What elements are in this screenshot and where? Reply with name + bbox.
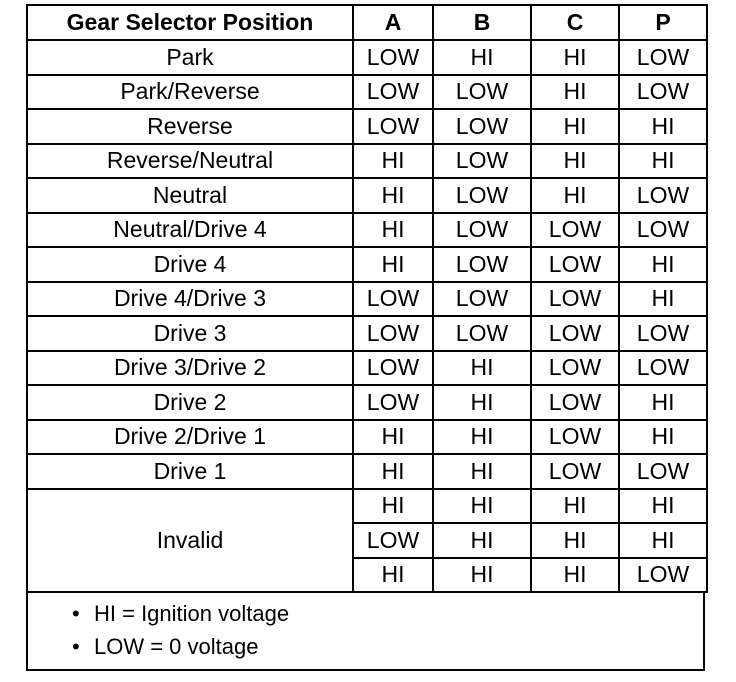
table-row — [27, 420, 707, 455]
table-row — [27, 109, 707, 144]
position-cell: Park/Reverse — [27, 75, 353, 110]
table-row — [27, 144, 707, 179]
value-cell-p: LOW — [619, 213, 707, 248]
position-cell: Neutral/Drive 4 — [27, 213, 353, 248]
note-hi — [28, 597, 703, 630]
value-cell-a: LOW — [353, 351, 433, 386]
value-cell-p: HI — [619, 385, 707, 420]
value-cell-c: HI — [531, 144, 619, 179]
header-p: P — [619, 5, 707, 40]
value-cell-c: HI — [531, 75, 619, 110]
gear-selector-document — [26, 4, 706, 671]
value-cell-p: HI — [619, 420, 707, 455]
value-cell-b: HI — [433, 351, 531, 386]
value-cell-a: LOW — [353, 40, 433, 75]
table-row — [27, 213, 707, 248]
value-cell-a: HI — [353, 558, 433, 593]
value-cell-p: HI — [619, 523, 707, 558]
table-row — [27, 351, 707, 386]
value-cell-c: LOW — [531, 454, 619, 489]
table-row — [27, 282, 707, 317]
position-cell: Neutral — [27, 178, 353, 213]
value-cell-b: HI — [433, 558, 531, 593]
value-cell-b: LOW — [433, 75, 531, 110]
value-cell-b: HI — [433, 420, 531, 455]
value-cell-b: LOW — [433, 213, 531, 248]
position-cell: Drive 4 — [27, 247, 353, 282]
value-cell-p: HI — [619, 144, 707, 179]
bullet: • — [72, 601, 80, 626]
value-cell-p: LOW — [619, 316, 707, 351]
value-cell-c: HI — [531, 523, 619, 558]
header-c: C — [531, 5, 619, 40]
table-row — [27, 247, 707, 282]
value-cell-p: HI — [619, 109, 707, 144]
table-body — [27, 40, 707, 592]
table-row — [27, 316, 707, 351]
value-cell-p: HI — [619, 282, 707, 317]
table-row — [27, 178, 707, 213]
position-cell: Drive 1 — [27, 454, 353, 489]
value-cell-p: LOW — [619, 75, 707, 110]
position-cell: Drive 2 — [27, 385, 353, 420]
value-cell-c: LOW — [531, 385, 619, 420]
bullet: • — [72, 634, 80, 659]
value-cell-c: HI — [531, 109, 619, 144]
value-cell-a: LOW — [353, 385, 433, 420]
value-cell-c: LOW — [531, 316, 619, 351]
position-cell: Park — [27, 40, 353, 75]
value-cell-b: LOW — [433, 178, 531, 213]
value-cell-a: HI — [353, 489, 433, 524]
value-cell-b: HI — [433, 523, 531, 558]
value-cell-p: LOW — [619, 454, 707, 489]
value-cell-a: LOW — [353, 523, 433, 558]
gear-selector-table — [26, 4, 708, 593]
header-gear-selector-position: Gear Selector Position — [27, 5, 353, 40]
invalid-label-cell: Invalid — [27, 489, 353, 593]
value-cell-a: LOW — [353, 282, 433, 317]
value-cell-a: LOW — [353, 316, 433, 351]
value-cell-b: HI — [433, 454, 531, 489]
value-cell-b: LOW — [433, 247, 531, 282]
value-cell-b: LOW — [433, 316, 531, 351]
value-cell-p: HI — [619, 247, 707, 282]
value-cell-b: LOW — [433, 282, 531, 317]
value-cell-a: LOW — [353, 109, 433, 144]
table-row — [27, 40, 707, 75]
table-row — [27, 454, 707, 489]
value-cell-a: HI — [353, 213, 433, 248]
note-low — [28, 630, 703, 663]
value-cell-b: LOW — [433, 144, 531, 179]
value-cell-c: LOW — [531, 247, 619, 282]
value-cell-c: HI — [531, 178, 619, 213]
value-cell-c: LOW — [531, 420, 619, 455]
value-cell-a: HI — [353, 420, 433, 455]
position-cell: Reverse/Neutral — [27, 144, 353, 179]
position-cell: Drive 3 — [27, 316, 353, 351]
value-cell-c: HI — [531, 40, 619, 75]
value-cell-a: LOW — [353, 75, 433, 110]
value-cell-p: LOW — [619, 40, 707, 75]
invalid-row — [27, 489, 707, 524]
position-cell: Drive 2/Drive 1 — [27, 420, 353, 455]
value-cell-c: LOW — [531, 282, 619, 317]
position-cell: Drive 4/Drive 3 — [27, 282, 353, 317]
header-row — [27, 5, 707, 40]
note-text: HI = Ignition voltage — [94, 601, 290, 626]
value-cell-p: LOW — [619, 558, 707, 593]
value-cell-c: HI — [531, 489, 619, 524]
position-cell: Reverse — [27, 109, 353, 144]
note-text: LOW = 0 voltage — [94, 634, 259, 659]
value-cell-c: LOW — [531, 213, 619, 248]
value-cell-a: HI — [353, 247, 433, 282]
value-cell-c: HI — [531, 558, 619, 593]
value-cell-a: HI — [353, 144, 433, 179]
value-cell-p: LOW — [619, 178, 707, 213]
value-cell-a: HI — [353, 178, 433, 213]
value-cell-b: HI — [433, 40, 531, 75]
value-cell-b: LOW — [433, 109, 531, 144]
table-row — [27, 385, 707, 420]
value-cell-p: LOW — [619, 351, 707, 386]
position-cell: Drive 3/Drive 2 — [27, 351, 353, 386]
table-row — [27, 75, 707, 110]
value-cell-c: LOW — [531, 351, 619, 386]
value-cell-b: HI — [433, 385, 531, 420]
header-a: A — [353, 5, 433, 40]
value-cell-a: HI — [353, 454, 433, 489]
value-cell-b: HI — [433, 489, 531, 524]
value-cell-p: HI — [619, 489, 707, 524]
header-b: B — [433, 5, 531, 40]
notes-box — [26, 593, 705, 671]
